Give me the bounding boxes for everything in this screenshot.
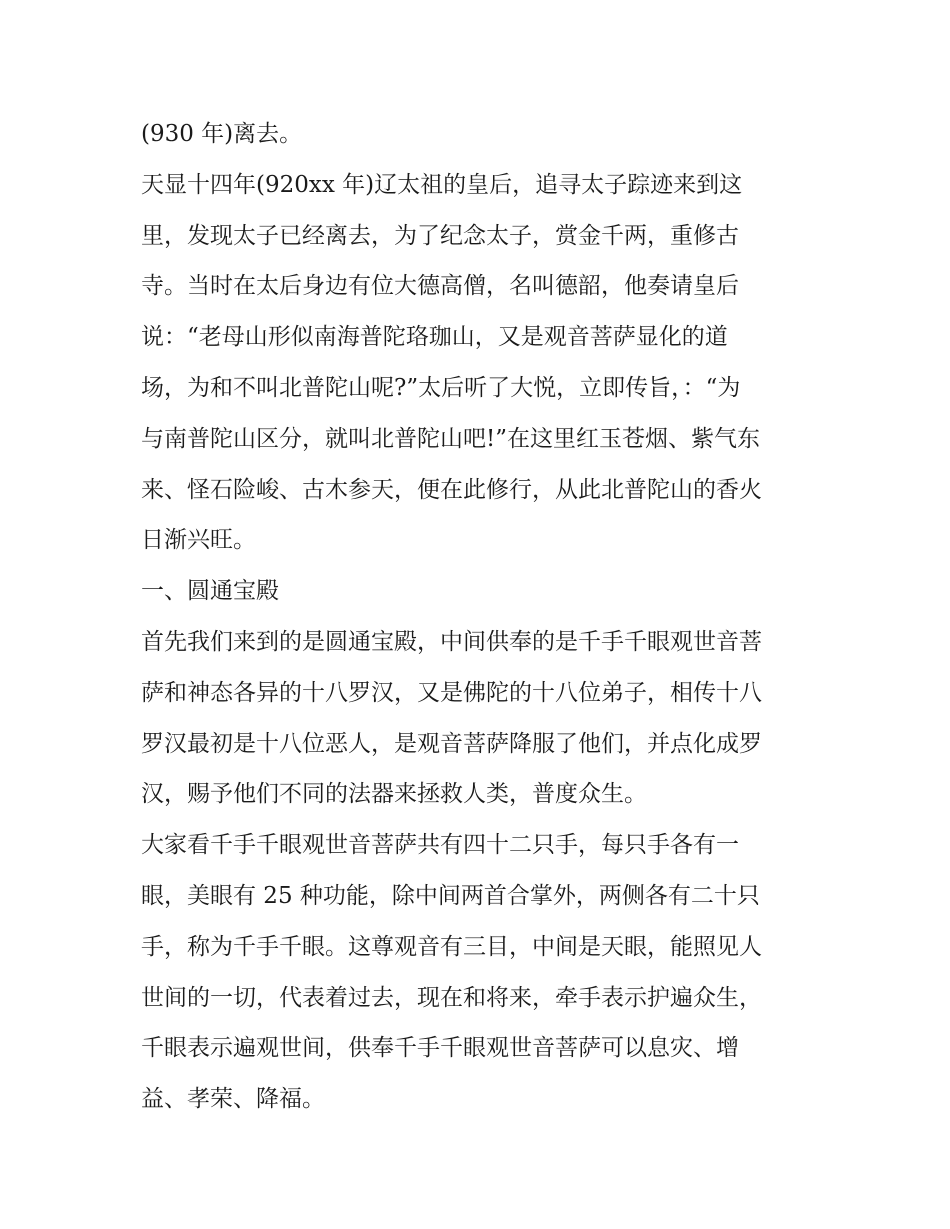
section-heading: 一、圆通宝殿 (141, 578, 279, 605)
text-line: 说：“老母山形似南海普陀珞珈山，又是观音菩萨显化的道 (141, 324, 728, 351)
text-line: 汉，赐予他们不同的法器来拯救人类，普度众生。 (141, 781, 647, 808)
text-line: 天显十四年(920xx 年)辽太祖的皇后，追寻太子踪迹来到这 (141, 171, 743, 198)
text-line: 萨和神态各异的十八罗汉，又是佛陀的十八位弟子，相传十八 (141, 679, 762, 706)
text-line: 罗汉最初是十八位恶人，是观音菩萨降服了他们，并点化成罗 (141, 730, 762, 757)
text-line: 场，为和不叫北普陀山呢?”太后听了大悦，立即传旨，：“为 (141, 374, 741, 401)
text-line: 眼，美眼有 25 种功能，除中间两首合掌外，两侧各有二十只 (141, 882, 760, 909)
text-line: 与南普陀山区分，就叫北普陀山吧!”在这里红玉苍烟、紫气东 (141, 425, 761, 452)
text-line: 千眼表示遍观世间，供奉千手千眼观世音菩萨可以息灾、增 (141, 1035, 739, 1062)
text-line: 大家看千手千眼观世音菩萨共有四十二只手，每只手各有一 (141, 832, 739, 859)
text-line: 益、孝荣、降福。 (141, 1086, 325, 1113)
text-line: 日渐兴旺。 (141, 527, 256, 554)
text-line: 手，称为千手千眼。这尊观音有三目，中间是天眼，能照见人 (141, 933, 762, 960)
text-line: 寺。当时在太后身边有位大德高僧，名叫德韶，他奏请皇后 (141, 273, 739, 300)
text-line: (930 年)离去。 (141, 121, 303, 147)
text-line: 来、怪石险峻、古木参天，便在此修行，从此北普陀山的香火 (141, 476, 762, 503)
text-line: 世间的一切，代表着过去，现在和将来，牵手表示护遍众生， (141, 984, 762, 1011)
text-line: 里，发现太子已经离去，为了纪念太子，赏金千两，重修古 (141, 222, 739, 249)
document-body (141, 109, 821, 1125)
text-line: 首先我们来到的是圆通宝殿，中间供奉的是千手千眼观世音菩 (141, 628, 762, 655)
